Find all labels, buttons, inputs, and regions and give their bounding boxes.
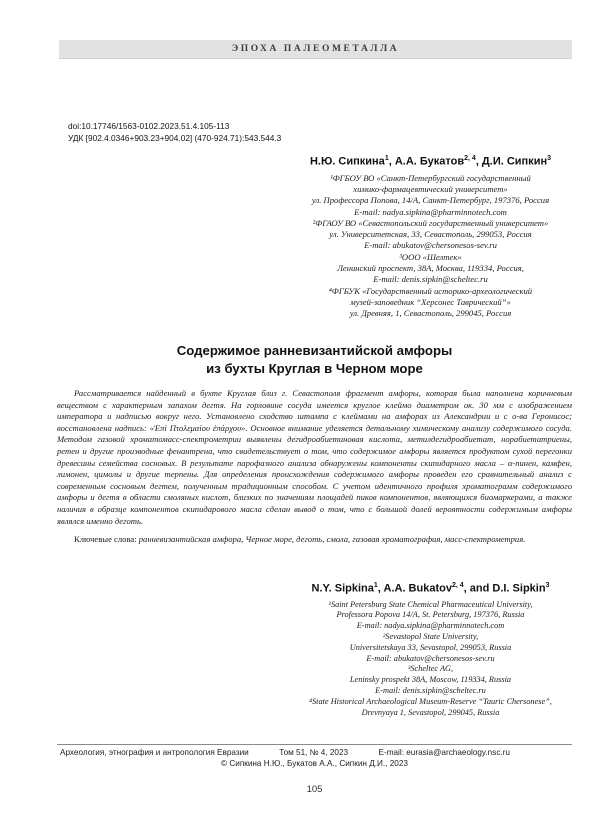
footer-journal-name: Археология, этнография и антропология Евразии: [60, 748, 249, 757]
ru-authors-line: [290, 152, 571, 169]
en-affiliation-line: Professora Popova 14/A, St. Petersburg, 197376, Russia: [336, 610, 525, 620]
ru-author-3-sup: 3: [547, 155, 552, 162]
en-affiliation-line: E-mail: denis.sipkin@scheltec.ru: [375, 686, 486, 696]
ru-affiliation-line: Ленинский проспект, 38А, Москва, 119334, Россия,: [337, 263, 524, 274]
article-title: [57, 342, 572, 378]
en-affiliation-line: Drevnyaya 1, Sevastopol, 299045, Russia: [361, 707, 500, 717]
ru-affiliation-line: ²ФГАОУ ВО «Севастопольский государственный университет»: [312, 217, 549, 228]
en-affiliation-line: E-mail: abukatov@chersonesos-sev.ru: [366, 653, 495, 663]
ru-author-3: , Д.И. Сипкин: [475, 155, 548, 168]
en-affiliations: [290, 600, 571, 719]
ru-author-2-sup: 2, 4: [464, 155, 476, 162]
page-footer: [57, 744, 572, 768]
en-affiliation-line: Leninsky prospekt 38A, Moscow, 119334, Russia: [349, 675, 512, 685]
en-author-3-sup: 3: [545, 582, 550, 589]
ru-affiliation-line: ³ООО «Шелтек»: [399, 251, 462, 262]
ru-author-1-sup: 1: [384, 155, 389, 162]
en-affiliation-line: ³Scheltec AG,: [407, 664, 454, 674]
en-affiliation-line: ¹Saint Petersburg State Chemical Pharmaceutical University,: [328, 599, 533, 609]
footer-issue: Том 51, № 4, 2023: [279, 748, 349, 757]
udc-line: УДК [902.4.0346+903.23+904.02] (470-924.71):543.544.3: [68, 133, 282, 143]
ru-author-2: , А.А. Букатов: [388, 155, 465, 168]
en-affiliation-line: ⁴State Historical Archaeological Museum-Reserve “Tauric Chersonese”,: [309, 696, 552, 706]
ru-affiliation-line: E-mail: denis.sipkin@scheltec.ru: [373, 274, 488, 285]
keywords-line: [57, 534, 572, 546]
article-meta: [68, 120, 281, 144]
en-author-1: N.Y. Sipkina: [311, 582, 374, 595]
en-affiliation-line: Universitetskaya 33, Sevastopol, 299053, Russia: [349, 642, 512, 652]
article-title-line-1: Содержимое ранневизантийской амфоры: [176, 343, 453, 358]
ru-affiliation-line: музей-заповедник “Херсонес Таврический”»: [350, 296, 511, 307]
ru-affiliation-line: химико-фармацевтический университет»: [353, 183, 508, 194]
ru-author-block: [290, 152, 571, 320]
footer-copyright: © Сипкина Н.Ю., Букатов А.А., Сипкин Д.И., 2023: [221, 759, 408, 768]
ru-affiliation-line: ул. Университетская, 33, Севастополь, 299053, Россия: [329, 229, 532, 240]
abstract-text: Рассматривается найденный в бухте Круглая близ г. Севастополя фрагмент амфоры, которая была наполнена коричневым веществом с характерным запахом дегтя. На горловине сосуда имеется круглое клеймо диаметром ок. 30 мм с изображением императора и надписью вокруг него. Установлено сходство штампа с клеймами на амфорах из Александрии и с о-ва Геронисос; восстановлена надпись: «Ἐπὶ Πτολεμαίου ἐπάρχου». Основное внимание уделяется детальному химическому анализу содержимого сосуда. Методом газовой хроматомасс-спектрометрии выявлены дегидроабиетиновая кислота, метилдегидроабиетат, норабиетатриены, ретен и другие производные фенантрена, что свидетельствует о том, что содержимое амфоры является продуктом сухой перегонки древесины семейства сосновых. В результате парофазного анализа обнаружены компоненты скипидарного масла – α-пинен, камфен, лимонен, цимолы и другие терпены. Для определения происхождения содержимого амфоры проведен его сравнительный анализ с современным сосновым дегтем, полученным традиционным способом. С учетом идентичного профиля хроматограмм содержимого амфоры и дегтя в области смоляных кислот, близких по значениям площадей пиков компонентов, являющихся биомаркерами, а также наличия в образце компонентов скипидарового масла сделан вывод о том, что с большой долей вероятности содержимым амфоры являлся именно деготь.: [57, 388, 572, 526]
en-authors-line: [290, 579, 571, 596]
running-head-band: [59, 40, 572, 59]
en-author-2: , A.A. Bukatov: [377, 582, 452, 595]
ru-affiliation-line: E-mail: nadya.sipkina@pharminnotech.com: [354, 206, 507, 217]
en-author-3: , and D.I. Sipkin: [463, 582, 546, 595]
page-number: 105: [306, 784, 323, 795]
en-author-1-sup: 1: [373, 582, 378, 589]
footer-journal-line: [60, 748, 510, 757]
ru-affiliation-line: ¹ФГБОУ ВО «Санкт-Петербургский государственный: [330, 172, 531, 183]
ru-affiliation-line: ул. Древняя, 1, Севастополь, 299045, Россия: [349, 308, 512, 319]
en-author-2-sup: 2, 4: [451, 582, 464, 589]
en-affiliation-line: ²Sevastopol State University,: [382, 632, 479, 642]
en-affiliation-line: E-mail: nadya.sipkina@pharminnotech.com: [356, 621, 505, 631]
ru-affiliation-line: E-mail: abukatov@chersonesos-sev.ru: [364, 240, 497, 251]
ru-affiliation-line: ⁴ФГБУК «Государственный историко-археологический: [328, 285, 533, 296]
abstract-section: [57, 388, 572, 546]
running-head-title: ЭПОХА ПАЛЕОМЕТАЛЛА: [231, 44, 400, 54]
en-author-block: [290, 579, 571, 718]
ru-affiliation-line: ул. Профессора Попова, 14/А, Санкт-Петербург, 197376, Россия: [311, 195, 550, 206]
ru-author-1: Н.Ю. Сипкина: [309, 155, 385, 168]
ru-affiliations: [290, 173, 571, 320]
keywords-text: ранневизантийская амфора, Черное море, деготь, смола, газовая хроматография, масс-спектрометрия.: [136, 534, 526, 545]
article-title-line-2: из бухты Круглая в Черном море: [206, 361, 423, 376]
keywords-label: Ключевые слова:: [74, 534, 137, 545]
doi-line: doi:10.17746/1563-0102.2023.51.4.105-113: [68, 121, 230, 131]
footer-email: E-mail: eurasia@archaeology.nsc.ru: [378, 748, 510, 757]
